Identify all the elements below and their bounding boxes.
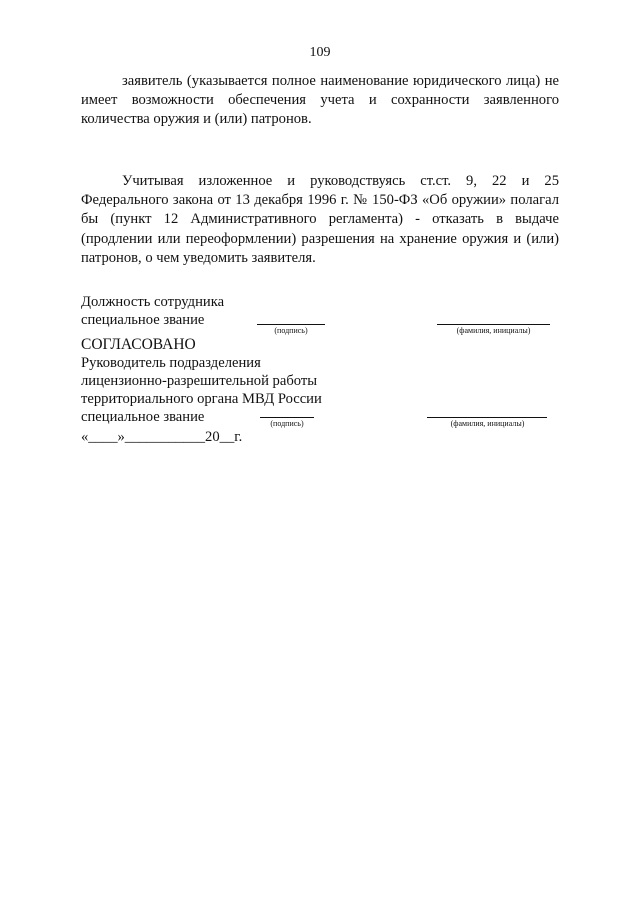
page-number: 109 <box>309 45 331 60</box>
head-title-line2: лицензионно-разрешительной работы <box>81 373 318 389</box>
head-rank-label: специальное звание <box>81 409 205 425</box>
head-signature-line <box>260 417 314 418</box>
employee-position-label: Должность сотрудника <box>81 294 225 310</box>
head-title-line3: территориального органа МВД России <box>81 391 322 407</box>
employee-name-line <box>437 324 550 325</box>
paragraph-applicant: заявитель (указывается полное наименование юридического лица) не имеет возможности обеспечения учета и сохранности заявленного количества оружия и (или) патронов. <box>81 73 559 128</box>
agreed-heading: СОГЛАСОВАНО <box>81 336 196 353</box>
employee-signature-caption: (подпись) <box>274 326 308 335</box>
head-name-caption: (фамилия, инициалы) <box>450 419 525 428</box>
employee-signature-line <box>257 324 325 325</box>
employee-rank-label: специальное звание <box>81 312 205 328</box>
head-title-line1: Руководитель подразделения <box>81 355 261 371</box>
head-name-line <box>427 417 547 418</box>
date-line: «____»___________20__г. <box>81 429 243 445</box>
paragraph-decision: Учитывая изложенное и руководствуясь ст.ст. 9, 22 и 25 Федерального закона от 13 декабря 1996 г. № 150-ФЗ «Об оружии» полагал бы (пункт 12 Административного регламента) - отказать в выдаче (продлении или переоформлении) разрешения на хранение оружия и (или) патронов, о чем уведомить заявителя. <box>81 173 559 266</box>
employee-name-caption: (фамилия, инициалы) <box>456 326 531 335</box>
head-signature-caption: (подпись) <box>270 419 304 428</box>
